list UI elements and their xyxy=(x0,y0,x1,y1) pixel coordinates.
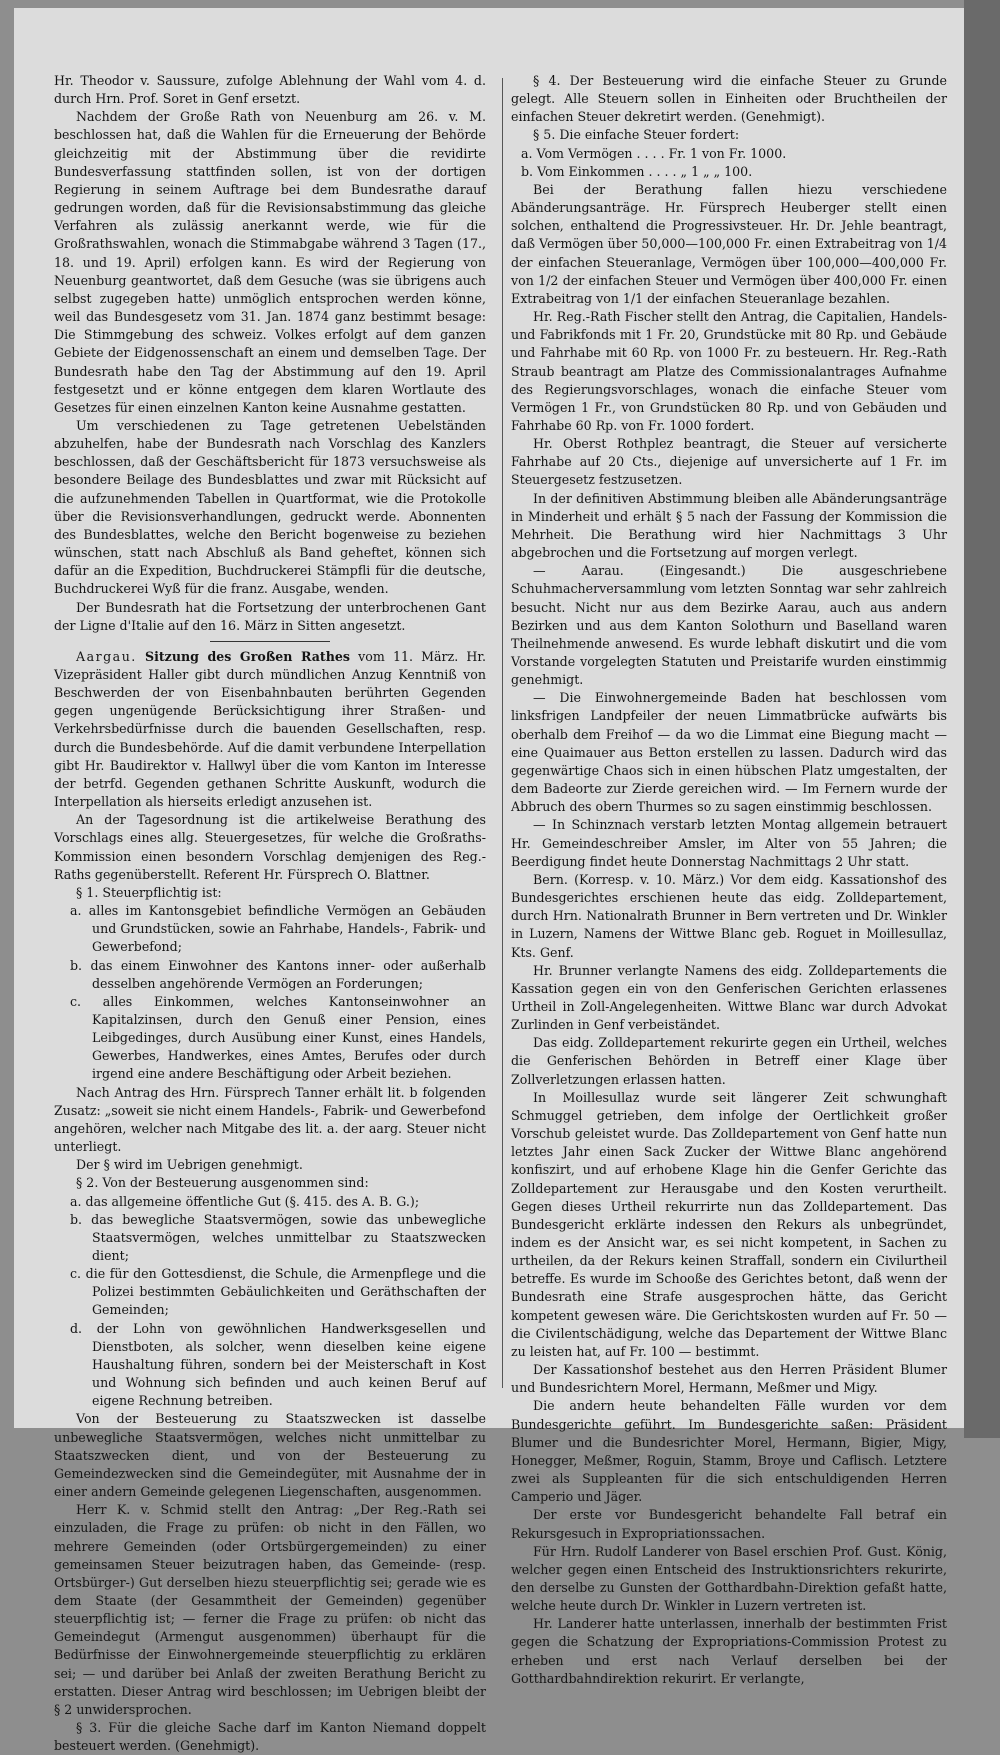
page-edge-shadow xyxy=(964,0,1000,1438)
paragraph-geschaeftsbericht: Um verschiedenen zu Tage getretenen Uebelständen abzuhelfen, habe der Bundesrath nach Vorschlag des Kanzlers beschlossen, daß der Geschäftsbericht für 1873 versuchsweise als besondere Beilage des Bundesblattes und zwar mit Rücksicht auf die aufzunehmenden Tabellen in Quartformat, wie die Protokolle über die Revisionsverhandlungen, gedruckt werde. Abonnenten des Bundesblattes, welche den Bericht bogenweise zu beziehen wünschen, statt nach Abschluß als Band geheftet, können sich dafür an die Expedition, Buchdruckerei Stämpfli für die deutsche, Buchdruckerei Wyß für die franz. Ausgabe, wenden. xyxy=(54,417,486,597)
paragraph-neuenburg: Nachdem der Große Rath von Neuenburg am 26. v. M. beschlossen hat, daß die Wahlen für die Erneuerung der Behörde gleichzeitig mit der Abstimmung über die revidirte Bundesverfassung stattfinden sollen, ist von der dortigen Regierung in seinem Auftrage bei dem Bundesrathe darauf gedrungen worden, daß für die Revisionsabstimmung das gleiche Verfahren als zulässig anerkannt werde, wie für die Großrathswahlen, wonach die Stimmabgabe während 3 Tagen (17., 18. und 19. April) erfolgen kann. Es wird der Regierung von Neuenburg geantwortet, daß dem Gesuche (was sie übrigens auch selbst zugegeben hatte) unmöglich entsprochen werden könne, weil das Bundesgesetz vom 31. Jan. 1874 ganz bestimmt besage: Die Stimmgebung des schweiz. Volkes erfolgt auf dem ganzen Gebiete der Eidgenossenschaft an einem und demselben Tage. Der Bundesrath habe den Tag der Abstimmung auf den 19. April festgesetzt und er könne entgegen dem klaren Wortlaute des Gesetzes für einen einzelnen Kanton keine Ausnahme gestatten. xyxy=(54,109,486,415)
right-column xyxy=(511,72,947,1688)
section-2-item-b: b. das bewegliche Staatsvermögen, sowie das unbewegliche Staatsvermögen, welches unmittelbar zu Staatszwecken dient; xyxy=(70,1211,486,1263)
paragraph-brunner: Hr. Brunner verlangte Namens des eidg. Zolldepartements die Kassation gegen ein von den Genferischen Gerichten erlassenes Urtheil in Zoll-Angelegenheiten. Wittwe Blanc war durch Advokat Zurlinden in Genf verbeiständet. xyxy=(511,962,947,1033)
section-4: § 4. Der Besteuerung wird die einfache Steuer zu Grunde gelegt. Alle Steuern sollen in Einheiten oder Bruchtheilen der einfachen Steuer dekretirt werden. (Genehmigt). xyxy=(511,73,947,125)
section-5-item-a: a. Vom Vermögen . . . . Fr. 1 von Fr. 1000. xyxy=(521,145,787,161)
paragraph-bern: Bern. (Korresp. v. 10. März.) Vor dem eidg. Kassationshof des Bundesgerichtes erschienen heute das eidg. Zolldepartement, durch Hrn. Nationalrath Brunner in Bern vertreten und Dr. Winkler in Luzern, Namens der Wittwe Blanc geb. Roguet in Moillesullaz, Kts. Genf. xyxy=(511,871,947,960)
paragraph-baden: — Die Einwohnergemeinde Baden hat beschlossen vom linksfrigen Landpfeiler der neuen Limmatbrücke aufwärts bis oberhalb dem Freihof — da wo die Limmat eine Biegung macht — eine Quaimauer aus Betton erstellen zu lassen. Dadurch wird das gegenwärtige Chaos sich in einen hübschen Platz umgestalten, der dem Badeorte zur Zierde gereichen wird. — Im Fernern wurde der Abbruch des obern Thurmes so zu sagen einstimmig beschlossen. xyxy=(511,690,947,815)
newspaper-page xyxy=(14,8,964,1754)
column-rule xyxy=(502,78,503,1388)
paragraph-fischer: Hr. Reg.-Rath Fischer stellt den Antrag, die Capitalien, Handels- und Fabrikfonds mit 1 Fr. 20, Grundstücke mit 80 Rp. und Gebäude und Fahrhabe mit 60 Rp. von 1000 Fr. zu besteuern. Hr. Reg.-Rath Straub beantragt am Platze des Commissionalantrages Aufnahme des Regierungsvorschlages, wonach die einfache Steuer vom Vermögen 1 Fr., von Grundstücken 80 Rp. und von Gebäuden und Fahrhabe 60 Rp. von Fr. 1000 fordert. xyxy=(511,309,947,433)
aargau-place: Aargau. xyxy=(76,648,137,664)
section-1-item-b: b. das einem Einwohner des Kantons inner- oder außerhalb desselben angehörende Vermögen an Forderungen; xyxy=(70,957,486,991)
section-2-item-a: a. das allgemeine öffentliche Gut (§. 415. des A. B. G.); xyxy=(70,1193,420,1209)
paragraph-staatszwecke: Von der Besteuerung zu Staatszwecken ist dasselbe unbewegliche Staatsvermögen, welches nicht unmittelbar zu Staatszwecken dient, und von der Besteuerung zu Gemeindezwecken sind die Gemeindegüter, mit Ausnahme der in einer andern Gemeinde gelegenen Liegenschaften, ausgenommen. xyxy=(54,1411,486,1500)
paragraph-aarau: — Aarau. (Eingesandt.) Die ausgeschriebene Schuhmacherversammlung vom letzten Sonntag war sehr zahlreich besucht. Nicht nur aus dem Bezirke Aarau, auch aus andern Bezirken und aus dem Kanton Solothurn und Baselland waren Theilnehmende anwesend. Es wurde lebhaft diskutirt und die vom Vorstande vorgelegten Statuten und Preistarife wurden einstimmig genehmigt. xyxy=(511,563,947,688)
paragraph-tanner: Nach Antrag des Hrn. Fürsprech Tanner erhält lit. b folgenden Zusatz: „soweit sie nicht einem Handels-, Fabrik- und Gewerbefond angehören, welcher nach Mitgabe des lit. a. der aarg. Steuer nicht unterliegt. xyxy=(54,1084,486,1155)
paragraph-abstimmung: In der definitiven Abstimmung bleiben alle Abänderungsanträge in Minderheit und erhält § 5 nach der Fassung der Kommission die Mehrheit. Die Berathung wird hier Nachmittags 3 Uhr abgebrochen und die Fortsetzung auf morgen verlegt. xyxy=(511,490,947,561)
paragraph-schmid: Herr K. v. Schmid stellt den Antrag: „Der Reg.-Rath sei einzuladen, die Frage zu prüfen: ob nicht in den Fällen, wo mehrere Gemeinden (oder Ortsbürgergemeinden) zu einer gemeinsamen Steuer beizutragen haben, das Gemeinde- (resp. Ortsbürger-) Gut derselben hiezu steuerpflichtig sei; gerade wie es dem Staate (der Gesammtheit der Gemeinden) gegenüber steuerpflichtig ist; — ferner die Frage zu prüfen: ob nicht das Gemeindegut (Armengut ausgenommen) überhaupt für die Bedürfnisse der Einwohnergemeinde steuerpflichtig zu erklären sei; — und darüber bei Anlaß der zweiten Berathung Bericht zu erstatten. Dieser Antrag wird beschlossen; im Uebrigen bleibt der § 2 unwidersprochen. xyxy=(54,1502,486,1717)
section-5-item-b: b. Vom Einkommen . . . . „ 1 „ „ 100. xyxy=(521,163,753,179)
section-2-item-d: d. der Lohn von gewöhnlichen Handwerksgesellen und Dienstboten, als solcher, wenn dieselben keine eigene Haushaltung führen, sondern bei der Meisterschaft in Kost und Wohnung sich befinden und auch keinen Beruf auf eigene Rechnung betreiben. xyxy=(70,1320,486,1409)
section-5-title: § 5. Die einfache Steuer fordert: xyxy=(533,127,740,143)
paragraph-rothpletz: Hr. Oberst Rothplez beantragt, die Steuer auf versicherte Fahrhabe auf 20 Cts., diejenige auf unversicherte auf 1 Fr. im Steuergesetz festzusetzen. xyxy=(511,436,947,488)
paragraph-section-5-debate: Bei der Berathung fallen hiezu verschiedene Abänderungsanträge. Hr. Fürsprech Heuberger stellt einen solchen, enthaltend die Progressivsteuer. Hr. Dr. Jehle beantragt, daß Vermögen über 50,000—100,000 Fr. einen Extrabeitrag von 1/4 der einfachen Steueranlage, Vermögen über 100,000—400,000 Fr. von 1/2 der einfachen Steuer und Vermögen über 400,000 Fr. einen Extrabeitrag von 1/1 der einfachen Steueranlage bezahlen. xyxy=(511,181,947,306)
section-divider xyxy=(210,641,330,642)
paragraph-rest: Der § wird im Uebrigen genehmigt. xyxy=(76,1157,303,1173)
left-column xyxy=(54,72,486,1755)
section-1-title: § 1. Steuerpflichtig ist: xyxy=(76,884,222,900)
paragraph-kassationshof: Der Kassationshof bestehet aus den Herren Präsident Blumer und Bundesrichtern Morel, Hermann, Meßmer und Migy. xyxy=(511,1362,947,1396)
paragraph-agenda: An der Tagesordnung ist die artikelweise Berathung des Vorschlags eines allg. Steuergesetzes, für welche die Großraths-Kommission einen besondern Vorschlag demjenigen des Reg.-Raths gegenüberstellt. Referent Hr. Fürsprech O. Blattner. xyxy=(54,812,486,882)
paragraph-faelle: Die andern heute behandelten Fälle wurden vor dem Bundesgerichte geführt. Im Bundesgerichte saßen: Präsident Blumer und die Bundesrichter Morel, Hermann, Bigier, Migy, Honegger, Meßmer, Roguin, Stamm, Broye und Caflisch. Letztere zwei als Suppleanten für die sich entschuldigenden Herren Camperio und Jäger. xyxy=(511,1398,947,1505)
paragraph-rekurs: Das eidg. Zolldepartement rekurirte gegen ein Urtheil, welches die Genferischen Behörden in Betreff einer Klage über Zollverletzungen erlassen hatten. xyxy=(511,1035,947,1087)
paragraph-erste-fall: Der erste vor Bundesgericht behandelte Fall betraf ein Rekursgesuch in Expropriationssachen. xyxy=(511,1507,947,1541)
section-1-item-c: c. alles Einkommen, welches Kantonseinwohner an Kapitalzinsen, durch den Genuß einer Pension, eines Leibgedinges, durch Ausübung einer Kunst, eines Handels, Gewerbes, Handwerkes, eines Amtes, Berufes oder durch irgend eine andere Beschäftigung oder Arbeit beziehen. xyxy=(70,993,486,1082)
section-3: § 3. Für die gleiche Sache darf im Kanton Niemand doppelt besteuert werden. (Genehmigt). xyxy=(54,1720,486,1754)
section-2-item-c: c. die für den Gottesdienst, die Schule, die Armenpflege und die Polizei bestimmten Gebäulichkeiten und Geräthschaften der Gemeinden; xyxy=(70,1266,486,1318)
paragraph-landerer-2: Hr. Landerer hatte unterlassen, innerhalb der bestimmten Frist gegen die Schatzung der Expropriations-Commission Protest zu erheben und erst nach Verlauf derselben bei der Gotthardbahndirektion rekurirt. Er verlangte, xyxy=(511,1616,947,1686)
paragraph-landerer: Für Hrn. Rudolf Landerer von Basel erschien Prof. Gust. König, welcher gegen einen Entscheid des Instruktionsrichters rekurirte, den derselbe zu Gunsten der Gotthardbahn-Direktion gefaßt hatte, welche heute durch Dr. Winkler in Luzern vertreten ist. xyxy=(511,1543,947,1614)
aargau-title: Sitzung des Großen Rathes xyxy=(144,648,350,664)
paragraph-gant: Der Bundesrath hat die Fortsetzung der unterbrochenen Gant der Ligne d'Italie auf den 16. März in Sitten angesetzt. xyxy=(54,599,486,633)
aargau-intro: vom 11. März. Hr. Vizepräsident Haller gibt durch mündlichen Anzug Kenntniß von Beschwerden der von Eisenbahnbauten berührten Gegenden gegen ungenügende Berücksichtigung ihrer Straßen- und Verkehrsbedürfnisse durch die bauenden Gesellschaften, resp. durch die Bundesbehörde. Auf die damit verbundene Interpellation gibt Hr. Baudirektor v. Hallwyl über die vom Kanton im Interesse der betrfd. Gegenden gethanen Schritte Auskunft, wodurch die Interpellation als hierseits erledigt anzusehen ist. xyxy=(54,648,486,810)
paragraph-schinznach: — In Schinznach verstarb letzten Montag allgemein betrauert Hr. Gemeindeschreiber Amsler, im Alter von 55 Jahren; die Beerdigung findet heute Donnerstag Nachmittags 2 Uhr statt. xyxy=(511,817,947,869)
paragraph-saussure: Hr. Theodor v. Saussure, zufolge Ablehnung der Wahl vom 4. d. durch Hrn. Prof. Soret in Genf ersetzt. xyxy=(54,73,486,107)
aargau-report xyxy=(54,648,486,811)
section-2-title: § 2. Von der Besteuerung ausgenommen sind: xyxy=(76,1175,369,1191)
paragraph-moillesullaz: In Moillesullaz wurde seit längerer Zeit schwunghaft Schmuggel getrieben, dem infolge der Oertlichkeit großer Vorschub geleistet wurde. Das Zolldepartement von Genf hatte nun letztes Jahr einen Sack Zucker der Wittwe Blanc angehörend konfiszirt, und auf erhobene Klage hin die Genfer Gerichte das Zolldepartement zur Herausgabe und den Kosten verurtheilt. Gegen dieses Urtheil rekurrirte nun das Zolldepartement. Das Bundesgericht erklärte indessen den Rekurs als unbegründet, indem es der Ansicht war, es sei nicht kompetent, in Sachen zu urtheilen, da der Rekurs keinen Straffall, sondern ein Civilurtheil betreffe. Es wurde im Schooße des Gerichtes betont, daß wenn der Bundesrath eine Strafe ausgesprochen hätte, das Gericht kompetent gewesen wäre. Die Gerichtskosten wurden auf Fr. 50 — die Civilentschädigung, welche das Departement der Wittwe Blanc zu leisten hat, auf Fr. 100 — bestimmt. xyxy=(511,1089,947,1359)
section-1-item-a: a. alles im Kantonsgebiet befindliche Vermögen an Gebäuden und Grundstücken, sowie an Fahrhabe, Handels-, Fabrik- und Gewerbefond; xyxy=(70,903,486,955)
